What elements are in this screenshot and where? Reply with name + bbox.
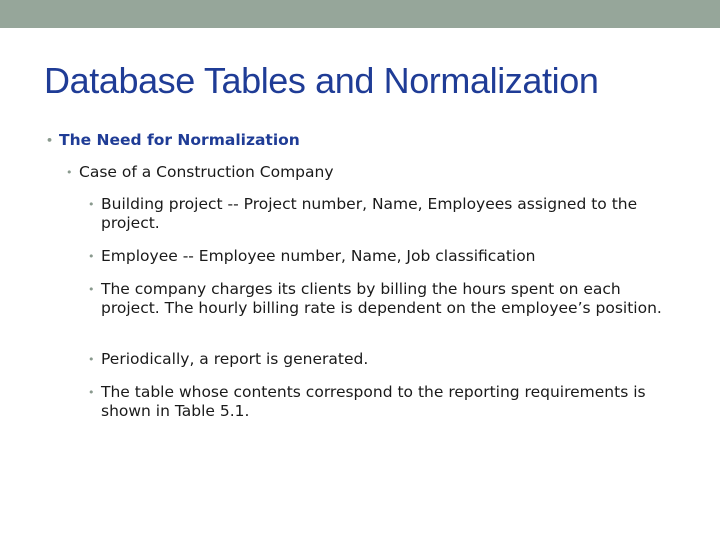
bullet-text: Case of a Construction Company [79, 163, 334, 181]
bullet-marker-icon: • [88, 283, 95, 296]
bullet-text: Employee -- Employee number, Name, Job classification [101, 247, 536, 265]
bullet-marker-icon: • [88, 386, 95, 399]
bullet-marker-icon: • [88, 198, 95, 211]
bullet-level-1 [46, 131, 300, 150]
bullet-text: The Need for Normalization [59, 131, 300, 149]
slide-title: Database Tables and Normalization [44, 60, 599, 101]
bullet-level-3 [88, 247, 681, 266]
bullet-level-3 [88, 383, 681, 421]
bullet-marker-icon: • [88, 353, 95, 366]
bullet-marker-icon: • [46, 134, 54, 147]
bullet-level-3 [88, 280, 681, 318]
bullet-text: The company charges its clients by billing the hours spent on each project. The hourly billing rate is dependent on the employee’s position. [101, 280, 662, 317]
bullet-text: Periodically, a report is generated. [101, 350, 369, 368]
bullet-marker-icon: • [66, 166, 73, 179]
bullet-marker-icon: • [88, 250, 95, 263]
bullet-text: Building project -- Project number, Name, Employees assigned to the project. [101, 195, 638, 232]
bullet-level-3 [88, 350, 681, 369]
bullet-text: The table whose contents correspond to the reporting requirements is shown in Table 5.1. [101, 383, 646, 420]
bullet-level-2 [66, 163, 334, 182]
top-accent-bar [0, 0, 720, 28]
bullet-level-3 [88, 195, 681, 233]
